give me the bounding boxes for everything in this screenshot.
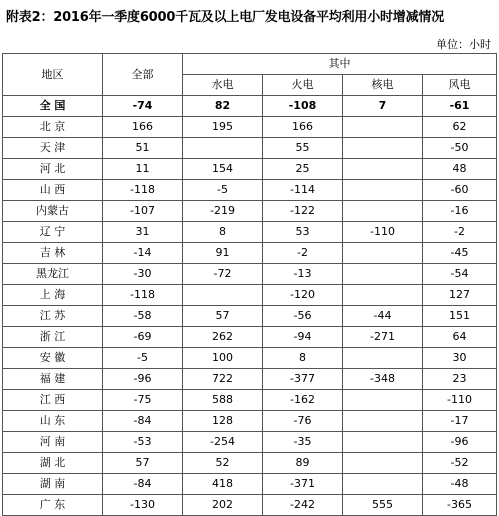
cell-region: 天 津 — [3, 138, 103, 159]
cell-total: 11 — [103, 159, 183, 180]
cell-region: 辽 宁 — [3, 222, 103, 243]
cell-region: 山 东 — [3, 411, 103, 432]
cell-total: -74 — [103, 96, 183, 117]
table-row — [3, 390, 497, 411]
cell-hydro: 57 — [183, 306, 263, 327]
cell-thermal: -371 — [263, 474, 343, 495]
header-wind: 风电 — [423, 75, 497, 96]
cell-wind: -96 — [423, 432, 497, 453]
cell-thermal: 53 — [263, 222, 343, 243]
cell-nuclear — [343, 117, 423, 138]
cell-wind: 151 — [423, 306, 497, 327]
cell-wind: -50 — [423, 138, 497, 159]
cell-thermal: -2 — [263, 243, 343, 264]
table-row — [3, 327, 497, 348]
cell-hydro: 82 — [183, 96, 263, 117]
cell-wind: -2 — [423, 222, 497, 243]
cell-total: -14 — [103, 243, 183, 264]
table-row — [3, 138, 497, 159]
cell-region: 广 东 — [3, 495, 103, 516]
cell-region: 福 建 — [3, 369, 103, 390]
cell-nuclear: -110 — [343, 222, 423, 243]
header-total: 全部 — [103, 54, 183, 96]
cell-hydro: -254 — [183, 432, 263, 453]
cell-hydro: 588 — [183, 390, 263, 411]
cell-thermal: 166 — [263, 117, 343, 138]
cell-region: 湖 北 — [3, 453, 103, 474]
header-nuclear: 核电 — [343, 75, 423, 96]
cell-total: 57 — [103, 453, 183, 474]
table-row — [3, 264, 497, 285]
table-row — [3, 222, 497, 243]
cell-thermal: 25 — [263, 159, 343, 180]
cell-nuclear: 7 — [343, 96, 423, 117]
table-row — [3, 96, 497, 117]
cell-nuclear: -271 — [343, 327, 423, 348]
cell-thermal: -122 — [263, 201, 343, 222]
cell-nuclear — [343, 453, 423, 474]
table-row — [3, 411, 497, 432]
table-body — [3, 96, 497, 516]
cell-region: 山 西 — [3, 180, 103, 201]
cell-region: 北 京 — [3, 117, 103, 138]
cell-region: 全 国 — [3, 96, 103, 117]
cell-region: 黑龙江 — [3, 264, 103, 285]
cell-wind: -110 — [423, 390, 497, 411]
cell-region: 湖 南 — [3, 474, 103, 495]
cell-total: -58 — [103, 306, 183, 327]
table-row — [3, 117, 497, 138]
cell-nuclear — [343, 432, 423, 453]
table-row — [3, 201, 497, 222]
cell-thermal: 8 — [263, 348, 343, 369]
cell-hydro: 195 — [183, 117, 263, 138]
data-table — [2, 53, 497, 516]
cell-total: -75 — [103, 390, 183, 411]
cell-total: -53 — [103, 432, 183, 453]
cell-thermal: -94 — [263, 327, 343, 348]
cell-region: 河 北 — [3, 159, 103, 180]
cell-thermal: -162 — [263, 390, 343, 411]
cell-wind: 30 — [423, 348, 497, 369]
cell-hydro: 722 — [183, 369, 263, 390]
header-group: 其中 — [183, 54, 497, 75]
cell-wind: 48 — [423, 159, 497, 180]
cell-total: -84 — [103, 474, 183, 495]
cell-nuclear: -348 — [343, 369, 423, 390]
cell-wind: -54 — [423, 264, 497, 285]
table-row — [3, 495, 497, 516]
header-thermal: 火电 — [263, 75, 343, 96]
cell-region: 上 海 — [3, 285, 103, 306]
cell-wind: -60 — [423, 180, 497, 201]
cell-nuclear — [343, 285, 423, 306]
cell-hydro: 100 — [183, 348, 263, 369]
cell-region: 浙 江 — [3, 327, 103, 348]
cell-wind: 23 — [423, 369, 497, 390]
cell-thermal: -13 — [263, 264, 343, 285]
header-region: 地区 — [3, 54, 103, 96]
cell-nuclear — [343, 411, 423, 432]
unit-label: 单位：小时 — [436, 38, 491, 51]
cell-hydro: 418 — [183, 474, 263, 495]
table-row — [3, 243, 497, 264]
cell-total: -96 — [103, 369, 183, 390]
cell-total: -69 — [103, 327, 183, 348]
cell-total: -30 — [103, 264, 183, 285]
table-row — [3, 432, 497, 453]
cell-hydro: 262 — [183, 327, 263, 348]
cell-nuclear — [343, 474, 423, 495]
cell-wind: -61 — [423, 96, 497, 117]
cell-wind: 64 — [423, 327, 497, 348]
cell-nuclear — [343, 138, 423, 159]
cell-nuclear — [343, 180, 423, 201]
cell-wind: 127 — [423, 285, 497, 306]
cell-hydro: -5 — [183, 180, 263, 201]
table-row — [3, 369, 497, 390]
cell-wind: -45 — [423, 243, 497, 264]
table-row — [3, 348, 497, 369]
cell-nuclear — [343, 201, 423, 222]
cell-thermal: -242 — [263, 495, 343, 516]
cell-hydro: 91 — [183, 243, 263, 264]
cell-nuclear — [343, 159, 423, 180]
cell-total: 51 — [103, 138, 183, 159]
cell-hydro — [183, 285, 263, 306]
cell-hydro: 128 — [183, 411, 263, 432]
cell-hydro: 52 — [183, 453, 263, 474]
table-row — [3, 474, 497, 495]
table-row — [3, 285, 497, 306]
cell-hydro: -219 — [183, 201, 263, 222]
cell-thermal: 89 — [263, 453, 343, 474]
cell-wind: -16 — [423, 201, 497, 222]
cell-hydro: 202 — [183, 495, 263, 516]
cell-total: -118 — [103, 180, 183, 201]
cell-wind: -365 — [423, 495, 497, 516]
cell-nuclear — [343, 264, 423, 285]
cell-region: 江 苏 — [3, 306, 103, 327]
cell-nuclear — [343, 390, 423, 411]
header-hydro: 水电 — [183, 75, 263, 96]
cell-total: -130 — [103, 495, 183, 516]
cell-thermal: -76 — [263, 411, 343, 432]
cell-region: 安 徽 — [3, 348, 103, 369]
table-row — [3, 159, 497, 180]
cell-region: 江 西 — [3, 390, 103, 411]
table-row — [3, 306, 497, 327]
cell-region: 吉 林 — [3, 243, 103, 264]
cell-hydro: 154 — [183, 159, 263, 180]
cell-wind: 62 — [423, 117, 497, 138]
cell-wind: -52 — [423, 453, 497, 474]
cell-nuclear — [343, 348, 423, 369]
table-row — [3, 453, 497, 474]
cell-total: 166 — [103, 117, 183, 138]
cell-hydro: 8 — [183, 222, 263, 243]
cell-total: 31 — [103, 222, 183, 243]
cell-region: 内蒙古 — [3, 201, 103, 222]
cell-region: 河 南 — [3, 432, 103, 453]
cell-hydro: -72 — [183, 264, 263, 285]
cell-nuclear: 555 — [343, 495, 423, 516]
cell-thermal: -108 — [263, 96, 343, 117]
cell-nuclear: -44 — [343, 306, 423, 327]
cell-nuclear — [343, 243, 423, 264]
cell-thermal: -114 — [263, 180, 343, 201]
cell-thermal: -120 — [263, 285, 343, 306]
cell-thermal: -377 — [263, 369, 343, 390]
cell-thermal: -56 — [263, 306, 343, 327]
cell-total: -5 — [103, 348, 183, 369]
table-row — [3, 180, 497, 201]
cell-thermal: -35 — [263, 432, 343, 453]
cell-total: -107 — [103, 201, 183, 222]
cell-wind: -17 — [423, 411, 497, 432]
cell-thermal: 55 — [263, 138, 343, 159]
cell-wind: -48 — [423, 474, 497, 495]
cell-hydro — [183, 138, 263, 159]
page-title: 附表2：2016年一季度6000千瓦及以上电厂发电设备平均利用小时增减情况 — [6, 10, 445, 25]
cell-total: -118 — [103, 285, 183, 306]
cell-total: -84 — [103, 411, 183, 432]
